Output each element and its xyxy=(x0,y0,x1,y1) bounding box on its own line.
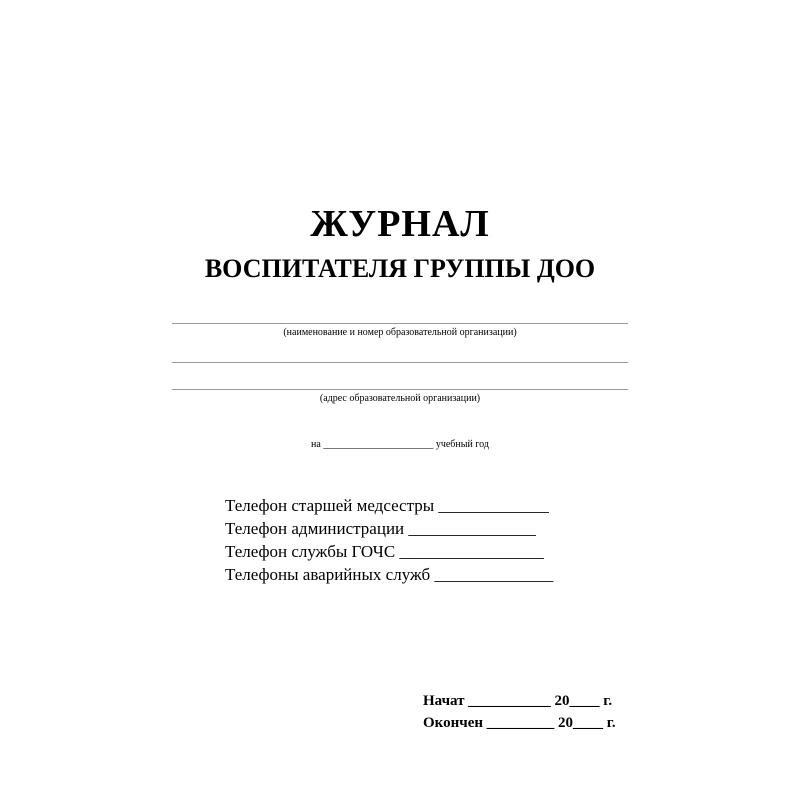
school-year-row: на ______________________ учебный год xyxy=(311,439,489,450)
journal-dates xyxy=(423,690,616,734)
phone-civil-defense: Телефон службы ГОЧС _________________ xyxy=(225,542,544,561)
page-title: ЖУРНАЛ xyxy=(310,203,490,245)
date-finished: Окончен _________ 20____ г. xyxy=(423,715,616,731)
org-name-line xyxy=(172,323,628,324)
org-name-caption: (наименование и номер образовательной организации) xyxy=(283,327,517,338)
page-subtitle: ВОСПИТАТЕЛЯ ГРУППЫ ДОО xyxy=(204,254,596,283)
address-caption: (адрес образовательной организации) xyxy=(319,393,481,404)
phone-emergency-services: Телефоны аварийных служб ______________ xyxy=(225,565,554,584)
phone-administration: Телефон администрации _______________ xyxy=(225,519,536,538)
address-line xyxy=(172,389,628,390)
date-started: Начат ___________ 20____ г. xyxy=(423,693,613,709)
org-name-line-2 xyxy=(172,362,628,363)
phone-list xyxy=(225,494,553,586)
phone-nurse: Телефон старшей медсестры _____________ xyxy=(225,496,549,515)
